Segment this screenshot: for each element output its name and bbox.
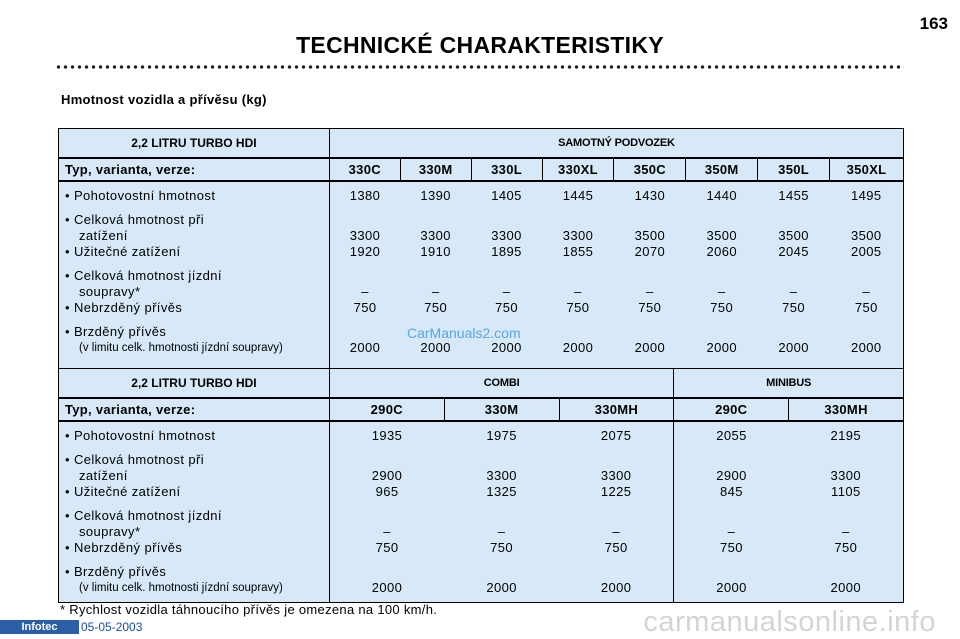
- row-label: • Celková hmotnost jízdní: [65, 268, 222, 283]
- cell-value: 1105: [831, 484, 861, 499]
- cell-value: 2195: [830, 428, 862, 443]
- cell-value: 965: [375, 484, 399, 499]
- row-label: • Nebrzděný přívěs: [65, 540, 183, 555]
- cell-value: 750: [638, 300, 662, 315]
- row-label: soupravy*: [79, 524, 141, 539]
- cell-value: 3300: [420, 228, 451, 243]
- group-header-minibus: MINIBUS: [674, 369, 904, 399]
- cell-value: 1895: [491, 244, 522, 259]
- cell-value: –: [862, 284, 871, 299]
- cell-value: 2005: [851, 244, 882, 259]
- row-label: • Užitečné zatížení: [65, 244, 181, 259]
- cell-value: 1495: [851, 188, 882, 203]
- column-header: 350M: [686, 158, 758, 181]
- row-label: • Brzděný přívěs: [65, 564, 167, 579]
- row-label: soupravy*: [79, 284, 141, 299]
- cell-value: –: [727, 524, 736, 539]
- row-label: • Nebrzděný přívěs: [65, 300, 183, 315]
- cell-value: –: [646, 284, 654, 299]
- page-title: TECHNICKÉ CHARAKTERISTIKY: [296, 32, 664, 58]
- cell-value: 1380: [349, 188, 381, 203]
- row-label: • Celková hmotnost jízdní: [65, 508, 222, 523]
- row-label: zatížení: [79, 468, 128, 483]
- value-column: [789, 421, 904, 603]
- cell-value: 1855: [562, 244, 594, 259]
- column-header: 330MH: [789, 398, 904, 421]
- row-labels: [59, 421, 330, 603]
- value-column: [830, 181, 904, 371]
- cell-value: 3500: [851, 228, 882, 243]
- cell-value: 1325: [486, 484, 517, 499]
- row-label-note: (v limitu celk. hmotnosti jízdní soupravy): [79, 342, 283, 354]
- column-header: 290C: [674, 398, 789, 421]
- table-body: [59, 181, 904, 371]
- cell-value: 3300: [600, 468, 632, 483]
- cell-value: 2000: [830, 580, 862, 595]
- cell-value: 750: [720, 540, 743, 555]
- cell-value: –: [361, 284, 369, 299]
- cell-value: –: [574, 284, 582, 299]
- engine-header: 2,2 LITRU TURBO HDI: [59, 369, 330, 399]
- cell-value: 2000: [562, 340, 594, 355]
- group-header-chassis: SAMOTNÝ PODVOZEK: [329, 129, 903, 159]
- row-label: • Pohotovostní hmotnost: [65, 188, 216, 203]
- cell-value: 2000: [851, 340, 882, 355]
- cell-value: 750: [710, 300, 734, 315]
- table-body: [59, 421, 904, 603]
- cell-value: 2055: [716, 428, 747, 443]
- cell-value: 2070: [634, 244, 666, 259]
- cell-value: 750: [854, 300, 878, 315]
- value-column: [329, 421, 444, 603]
- cell-value: 3300: [491, 228, 522, 243]
- print-date: 05-05-2003: [81, 620, 143, 634]
- cell-value: 1455: [778, 188, 809, 203]
- row-label: zatížení: [79, 228, 128, 243]
- cell-value: 3300: [486, 468, 517, 483]
- value-column: [471, 181, 542, 371]
- cell-value: –: [841, 524, 850, 539]
- value-column: [559, 421, 674, 603]
- watermark-carmanuals: CarManuals2.com: [407, 325, 521, 341]
- column-header: 330M: [400, 158, 471, 181]
- cell-value: 2000: [600, 580, 632, 595]
- cell-value: 1935: [371, 428, 403, 443]
- column-header: 290C: [329, 398, 444, 421]
- cell-value: 1445: [562, 188, 594, 203]
- cell-value: 750: [834, 540, 858, 555]
- cell-value: 2045: [778, 244, 809, 259]
- value-column: [400, 181, 471, 371]
- cell-value: 1405: [491, 188, 522, 203]
- site-watermark: carmanualsonline.info: [643, 606, 936, 638]
- column-header: 350XL: [830, 158, 904, 181]
- cell-value: 1440: [706, 188, 737, 203]
- cell-value: 2000: [634, 340, 666, 355]
- row-label: • Pohotovostní hmotnost: [65, 428, 216, 443]
- cell-value: –: [431, 284, 440, 299]
- column-header: 330L: [471, 158, 542, 181]
- cell-value: 2000: [420, 340, 451, 355]
- cell-value: 2075: [600, 428, 632, 443]
- cell-value: 750: [604, 540, 628, 555]
- cell-value: 2000: [486, 580, 517, 595]
- value-column: [444, 421, 559, 603]
- dotted-divider: [55, 64, 904, 70]
- column-header: 330MH: [559, 398, 674, 421]
- footnote: * Rychlost vozidla táhnoucího přívěs je omezena na 100 km/h.: [60, 602, 438, 617]
- column-header: 350C: [614, 158, 686, 181]
- cell-value: 1920: [349, 244, 381, 259]
- engine-header: 2,2 LITRU TURBO HDI: [59, 129, 330, 159]
- cell-value: 3500: [634, 228, 666, 243]
- column-header: 330C: [329, 158, 400, 181]
- value-column: [614, 181, 686, 371]
- cell-value: –: [612, 524, 620, 539]
- value-column: [686, 181, 758, 371]
- cell-value: 1430: [634, 188, 666, 203]
- weights-table-combi-minibus: [58, 368, 904, 603]
- cell-value: 2000: [371, 580, 403, 595]
- cell-value: 3300: [830, 468, 862, 483]
- row-labels: [59, 181, 330, 371]
- cell-value: 1225: [600, 484, 632, 499]
- cell-value: 2000: [349, 340, 381, 355]
- cell-value: 2900: [716, 468, 747, 483]
- cell-value: 750: [566, 300, 590, 315]
- row-label: • Celková hmotnost při: [65, 452, 205, 467]
- cell-value: –: [717, 284, 726, 299]
- cell-value: 2900: [371, 468, 403, 483]
- cell-value: 750: [782, 300, 806, 315]
- column-header: 330M: [444, 398, 559, 421]
- row-label: • Brzděný přívěs: [65, 324, 167, 339]
- value-column: [674, 421, 789, 603]
- page-number: 163: [919, 14, 948, 33]
- cell-value: 3500: [778, 228, 809, 243]
- cell-value: 1390: [420, 188, 451, 203]
- row-label: • Celková hmotnost při: [65, 212, 205, 227]
- cell-value: 750: [495, 300, 518, 315]
- value-column: [542, 181, 614, 371]
- row-label: • Užitečné zatížení: [65, 484, 181, 499]
- type-label: Typ, varianta, verze:: [59, 398, 330, 421]
- cell-value: –: [789, 284, 798, 299]
- cell-value: 750: [424, 300, 448, 315]
- cell-value: –: [502, 284, 511, 299]
- cell-value: 750: [490, 540, 514, 555]
- cell-value: 2000: [491, 340, 522, 355]
- group-header-combi: COMBI: [329, 369, 673, 399]
- column-header: 330XL: [542, 158, 614, 181]
- cell-value: 3300: [349, 228, 381, 243]
- cell-value: 750: [375, 540, 399, 555]
- row-label-note: (v limitu celk. hmotnosti jízdní soupravy): [79, 582, 283, 594]
- cell-value: 2060: [706, 244, 737, 259]
- section-subtitle: Hmotnost vozidla a přívěsu (kg): [61, 92, 267, 107]
- cell-value: –: [497, 524, 506, 539]
- brand-label: Infotec: [0, 620, 79, 634]
- cell-value: 1975: [486, 428, 517, 443]
- cell-value: 2000: [778, 340, 809, 355]
- cell-value: 750: [353, 300, 377, 315]
- type-label: Typ, varianta, verze:: [59, 158, 330, 181]
- cell-value: 3300: [562, 228, 594, 243]
- cell-value: 2000: [716, 580, 747, 595]
- value-column: [758, 181, 830, 371]
- cell-value: 2000: [706, 340, 737, 355]
- value-column: [329, 181, 400, 371]
- column-header: 350L: [758, 158, 830, 181]
- cell-value: 3500: [706, 228, 737, 243]
- cell-value: –: [383, 524, 391, 539]
- cell-value: 845: [720, 484, 743, 499]
- cell-value: 1910: [420, 244, 451, 259]
